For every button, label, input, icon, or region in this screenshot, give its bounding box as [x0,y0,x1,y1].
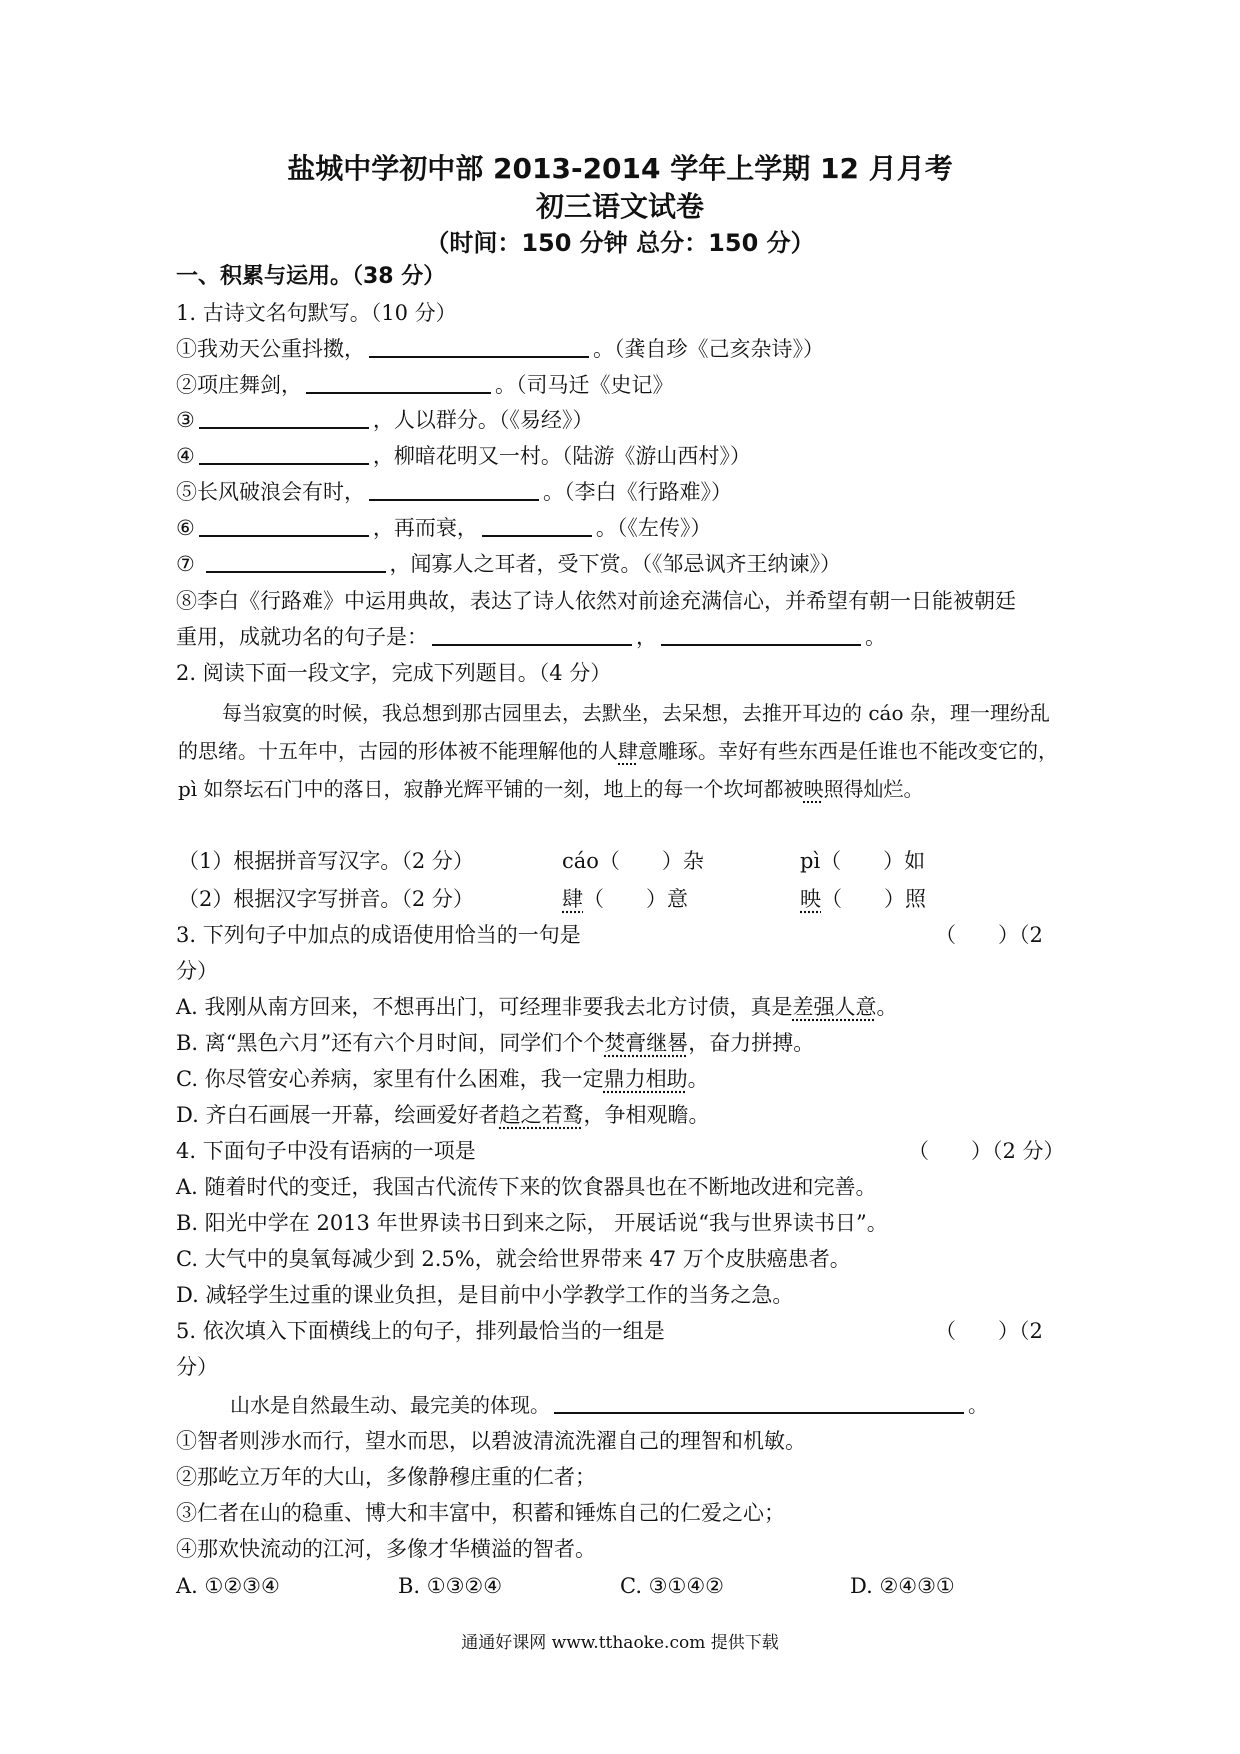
footer-credit: 通通好课网 www.tthaoke.com 提供下载 [461,1633,779,1653]
q3-c-end: 。 [687,1067,709,1091]
q1-line-6-text: ，再而衰， [372,516,478,540]
q1-line-1 [176,334,824,364]
q1-line-5-text: ⑤长风破浪会有时， [176,480,365,504]
answer-blank[interactable] [482,513,592,537]
q1-stem: 1. 古诗文名句默写。（10 分） [176,301,457,325]
q5-lead [230,1390,988,1420]
q1-line-3-num: ③ [176,408,195,432]
q3-c-text: C. 你尽管安心养病，家里有什么困难，我一定 [176,1067,604,1091]
q1-line-8-comma: ， [636,625,657,649]
answer-blank[interactable] [432,622,632,646]
dotted-char: 映 [803,777,824,801]
q2-sub-1: （1）根据拼音写汉字。（2 分） [178,849,474,873]
q2-sub-1b: pì（ ）如 [800,849,926,873]
q3-option-a [176,992,898,1022]
answer-blank[interactable] [661,622,861,646]
dotted-idiom: 差强人意 [792,995,877,1019]
q3-d-text: D. 齐白石画展一开幕，绘画爱好者 [176,1103,500,1127]
q5-item-3: ③仁者在山的稳重、博大和丰富中，积蓄和锤炼自己的仁爱之心； [176,1501,785,1525]
passage-part-3: 照得灿烂。 [823,777,924,801]
q1-line-4 [176,441,751,471]
q1-line-5 [176,477,732,507]
q3-b-end: ，奋力拼搏。 [688,1031,815,1055]
q1-line-4-num: ④ [176,444,195,468]
q2-sub-1a: cáo（ ）杂 [562,849,704,873]
answer-blank[interactable] [199,405,369,429]
q2-sub-2a-blank: （ ）意 [583,887,688,911]
q4-stem: 4. 下面句子中没有语病的一项是 [176,1139,476,1163]
q1-line-7 [176,549,841,579]
q4-option-c: C. 大气中的臭氧每减少到 2.5%，就会给世界带来 47 万个皮肤癌患者。 [176,1247,851,1271]
passage-part-2: 意雕琢。幸好有些东西是任谁也不能改变它的，pì 如祭坛石门中的落日，寂静光辉平铺的一刻，地上的每一个坎坷都被 [178,739,1058,801]
q3-answer-paren: （ ）（2 [935,923,1043,947]
q4-answer-paren: （ ）（2 分） [908,1139,1065,1163]
answer-blank[interactable] [369,334,589,358]
exam-title: 盐城中学初中部 2013-2014 学年上学期 12 月月考 [287,152,953,185]
exam-subtitle: 初三语文试卷 [535,190,704,223]
q1-line-1-text: ①我劝天公重抖擞， [176,337,365,361]
q5-stem: 5. 依次填入下面横线上的句子，排列最恰当的一组是 [176,1319,665,1343]
q2-sub-2b-blank: （ ）照 [821,887,926,911]
q1-line-8-cont [176,622,886,652]
q1-line-8-prompt: 重用，成就功名的句子是： [176,625,428,649]
q1-line-7-text: ，闻寡人之耳者，受下赏。（《邹忌讽齐王纳谏》） [389,552,842,576]
q5-item-2: ②那屹立万年的大山，多像静穆庄重的仁者； [176,1465,596,1489]
answer-blank[interactable] [369,477,539,501]
q1-line-4-text: ，柳暗花明又一村。（陆游《游山西村》） [372,444,751,468]
q4-option-a: A. 随着时代的变迁，我国古代流传下来的饮食器具也在不断地改进和完善。 [176,1175,877,1199]
q1-line-6 [176,513,711,543]
dotted-char: 肆 [618,739,638,763]
passage-part-1: 每当寂寞的时候，我总想到那古园里去，去默坐，去呆想，去推开耳边的 cáo 杂，理一理纷乱的思绪。十五年中，古园的形体被不能理解他的人 [178,701,1050,763]
q5-item-1: ①智者则涉水而行，望水而思，以碧波清流洗濯自己的理智和机敏。 [176,1429,806,1453]
q1-line-5-source: 。（李白《行路难》） [543,480,732,504]
q1-line-1-source: 。（龚自珍《己亥杂诗》） [593,337,824,361]
q5-option-c: C. ③①④② [620,1574,724,1598]
q1-line-2 [176,370,674,400]
section-heading: 一、积累与运用。（38 分） [176,264,446,289]
q5-option-a: A. ①②③④ [176,1574,280,1598]
q5-lead-text: 山水是自然最生动、最完美的体现。 [230,1393,550,1417]
q4-option-d: D. 减轻学生过重的课业负担，是目前中小学教学工作的当务之急。 [176,1283,794,1307]
q5-option-b: B. ①③②④ [398,1574,503,1598]
q1-line-6-source: 。（《左传》） [595,516,712,540]
q5-item-4: ④那欢快流动的江河，多像才华横溢的智者。 [176,1537,596,1561]
q5-answer-paren: （ ）（2 [935,1319,1043,1343]
q3-stem-wrap: 分） [176,959,218,983]
answer-blank[interactable] [199,513,369,537]
dotted-char: 肆 [562,887,583,911]
dotted-idiom: 鼎力相助 [603,1067,688,1091]
q1-line-6-num: ⑥ [176,516,195,540]
q3-stem: 3. 下列句子中加点的成语使用恰当的一句是 [176,923,581,947]
answer-blank[interactable] [306,370,491,394]
q2-sub-2a [562,884,688,914]
dotted-idiom: 趋之若鹜 [499,1103,584,1127]
q5-lead-end: 。 [968,1393,988,1417]
q1-line-3 [176,405,593,435]
q5-stem-wrap: 分） [176,1355,218,1379]
q2-sub-2b [800,884,926,914]
q1-line-8-end: 。 [865,625,886,649]
q3-option-c [176,1064,709,1094]
q3-option-b [176,1028,814,1058]
q1-line-2-source: 。（司马迁《史记》 [495,373,674,397]
q1-line-7-num: ⑦ [176,552,202,576]
q5-option-d: D. ②④③① [850,1574,955,1598]
exam-info: （时间：150 分钟 总分：150 分） [425,229,815,257]
q1-line-8: ⑧李白《行路难》中运用典故，表达了诗人依然对前途充满信心，并希望有朝一日能被朝廷 [176,589,1016,613]
q3-option-d [176,1100,709,1130]
q1-line-2-text: ②项庄舞剑， [176,373,302,397]
q3-a-end: 。 [876,995,898,1019]
q3-b-text: B. 离“黑色六月”还有六个月时间，同学们个个 [176,1031,605,1055]
q3-a-text: A. 我刚从南方回来，不想再出门，可经理非要我去北方讨债，真是 [176,995,793,1019]
q4-option-b: B. 阳光中学在 2013 年世界读书日到来之际， 开展话说“我与世界读书日”。 [176,1211,888,1235]
q3-d-end: ，争相观瞻。 [583,1103,710,1127]
answer-blank[interactable] [206,549,386,573]
dotted-char: 映 [800,887,821,911]
reading-passage [178,694,1068,808]
q1-line-3-text: ，人以群分。（《易经》） [372,408,594,432]
q2-stem: 2. 阅读下面一段文字，完成下列题目。（4 分） [176,661,612,685]
q2-sub-2: （2）根据汉字写拼音。（2 分） [178,887,474,911]
dotted-idiom: 焚膏继晷 [604,1031,689,1055]
answer-blank[interactable] [199,441,369,465]
answer-blank[interactable] [554,1390,964,1414]
